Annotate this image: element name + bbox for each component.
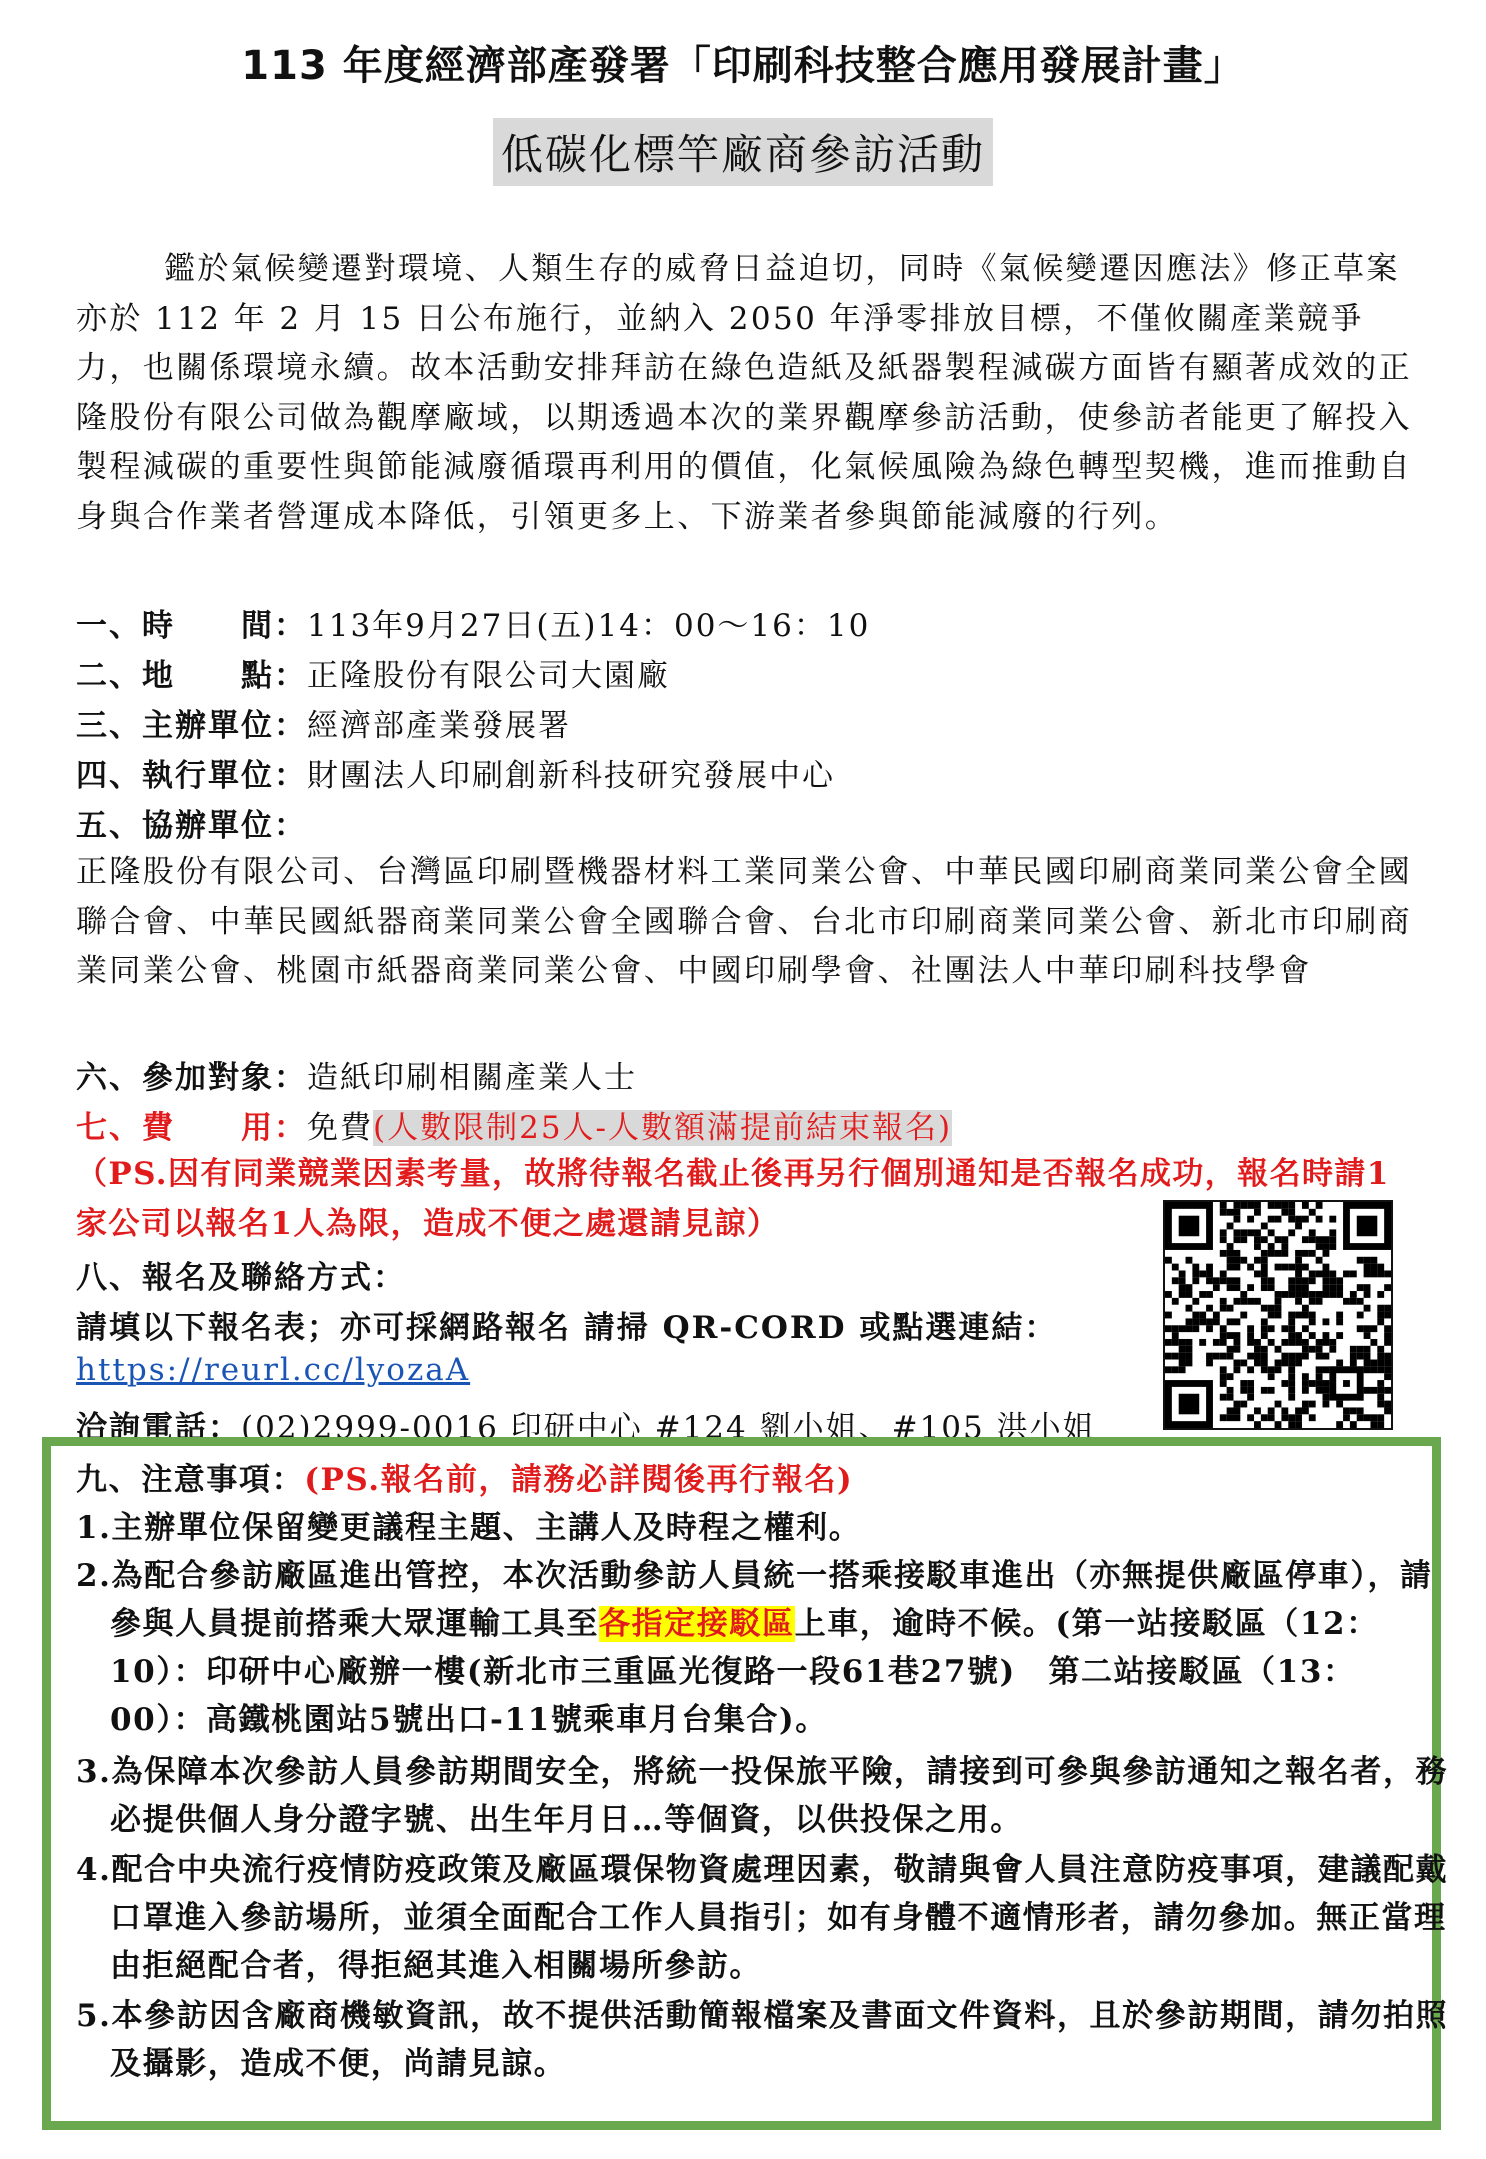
note-item-3: 3.為保障本次參訪人員參訪期間安全，將統一投保旅平險，請接到可參與參訪通知之報名者，務必提供個人身分證字號、出生年月日…等個資，以供投保之用。 bbox=[76, 1754, 1449, 1838]
register-text bbox=[76, 1302, 1057, 1347]
executor-label: 四、執行單位： bbox=[76, 758, 307, 794]
detail-time bbox=[76, 600, 870, 645]
fee-ps: （PS.因有同業競業因素考量，故將待報名截止後再另行個別通知是否報名成功，報名時請1家公司以報名1人為限，造成不便之處還請見諒） bbox=[76, 1156, 1390, 1242]
place-label: 二、地 點： bbox=[76, 658, 307, 694]
fee-label: 七、費 用： bbox=[76, 1110, 307, 1146]
detail-organizer bbox=[76, 700, 571, 745]
note-item-2-highlight: 各指定接駁區 bbox=[599, 1606, 795, 1642]
time-value: 113年9月27日(五)14：00～16：10 bbox=[307, 608, 871, 644]
phone-label: 洽詢電話： bbox=[76, 1410, 241, 1446]
page-title: 113 年度經濟部產發署「印刷科技整合應用發展計畫」 bbox=[241, 43, 1245, 89]
notes-heading-ps: (PS.報名前，請務必詳閱後再行報名) bbox=[304, 1462, 854, 1498]
note-item-2-part-b: 上車，逾時不候。(第一站接駁區（12：10）：印研中心廠辦一樓(新北市三重區光復路一段61巷27號) 第二站接駁區（13：00）：高鐵桃園站5號出口-11號乘車月台集合)。 bbox=[110, 1606, 1379, 1738]
detail-executor bbox=[76, 750, 835, 795]
fee-value: 免費 bbox=[307, 1110, 373, 1146]
place-value: 正隆股份有限公司大園廠 bbox=[307, 658, 670, 694]
organizer-label: 三、主辦單位： bbox=[76, 708, 307, 744]
audience-label: 六、參加對象： bbox=[76, 1060, 307, 1096]
detail-place bbox=[76, 650, 670, 695]
notes-heading bbox=[76, 1456, 1416, 1504]
notes-heading-label: 九、注意事項： bbox=[76, 1462, 305, 1498]
note-item-2 bbox=[76, 1552, 1450, 1744]
qr-code-icon[interactable] bbox=[1163, 1200, 1393, 1430]
detail-coorganizer bbox=[76, 800, 307, 845]
intro-paragraph: 鑑於氣候變遷對環境、人類生存的威脅日益迫切，同時《氣候變遷因應法》修正草案亦於 112 年 2 月 15 日公布施行，並納入 2050 年淨零排放目標，不僅攸關產業競爭力，也關係環境永續。故本活動安排拜訪在綠色造紙及紙器製程減碳方面皆有顯著成效的正隆股份有限公司做為觀摩廠域，以期透過本次的業界觀摩參訪活動，使參訪者能更了解投入製程減碳的重要性與節能減廢循環再利用的價值，化氣候風險為綠色轉型契機，進而推動自身與合作業者營運成本降低，引領更多上、下游業者參與節能減廢的行列。 bbox=[76, 251, 1412, 535]
detail-register bbox=[76, 1252, 406, 1297]
audience-value: 造紙印刷相關產業人士 bbox=[307, 1060, 637, 1096]
organizer-value: 經濟部產業發展署 bbox=[307, 708, 571, 744]
note-item-1: 1.主辦單位保留變更議程主題、主講人及時程之權利。 bbox=[76, 1510, 862, 1546]
phone-value: (02)2999-0016 印研中心 #124 劉小姐、#105 洪小姐 bbox=[241, 1410, 1096, 1446]
detail-fee bbox=[76, 1102, 952, 1147]
coorganizer-label: 五、協辦單位： bbox=[76, 808, 307, 844]
page-subtitle: 低碳化標竿廠商參訪活動 bbox=[493, 118, 993, 186]
executor-value: 財團法人印刷創新科技研究發展中心 bbox=[307, 758, 835, 794]
note-item-5: 5.本參訪因含廠商機敏資訊，故不提供活動簡報檔案及書面文件資料，且於參訪期間，請勿拍照及攝影，造成不便，尚請見諒。 bbox=[76, 1998, 1449, 2082]
fee-note: (人數限制25人-人數額滿提前結束報名) bbox=[373, 1110, 953, 1146]
register-link[interactable]: https://reurl.cc/lyozaA bbox=[76, 1352, 471, 1388]
qr-code-graphic bbox=[1165, 1202, 1391, 1428]
note-item-4: 4.配合中央流行疫情防疫政策及廠區環保物資處理因素，敬請與會人員注意防疫事項，建議配戴口罩進入參訪場所，並須全面配合工作人員指引；如有身體不適情形者，請勿參加。無正當理由拒絕配合者，得拒絕其進入相關場所參訪。 bbox=[76, 1852, 1449, 1984]
time-label: 一、時 間： bbox=[76, 608, 307, 644]
coorganizer-value: 正隆股份有限公司、台灣區印刷暨機器材料工業同業公會、中華民國印刷商業同業公會全國聯合會、中華民國紙器商業同業公會全國聯合會、台北市印刷商業同業公會、新北市印刷商業同業公會、桃園市紙器商業同業公會、中國印刷學會、社團法人中華印刷科技學會 bbox=[76, 854, 1412, 989]
register-text-lead: 請填以下報名表；亦可採網路報名 請掃 QR-CORD 或點選連結： bbox=[76, 1310, 1058, 1346]
detail-audience bbox=[76, 1052, 637, 1097]
register-label: 八、報名及聯絡方式： bbox=[76, 1260, 406, 1296]
note-item-2-part-a: 2.為配合參訪廠區進出管控，本次活動參訪人員統一搭乘接駁車進出（亦無提供廠區停車），請參與人員提前搭乘大眾運輸工具至 bbox=[76, 1558, 1433, 1642]
